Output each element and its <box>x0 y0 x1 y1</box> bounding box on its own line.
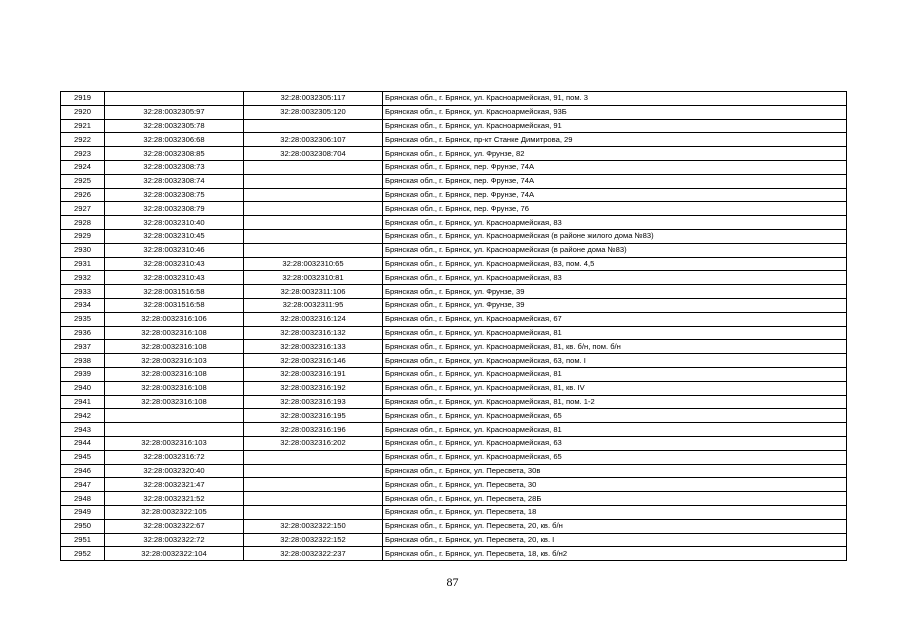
row-number-cell: 2940 <box>61 381 105 395</box>
land-cadastral-number-cell: 32:28:0032310:43 <box>105 257 244 271</box>
row-number-cell: 2922 <box>61 133 105 147</box>
building-cadastral-number-cell: 32:28:0032305:120 <box>244 105 383 119</box>
address-cell: Брянская обл., г. Брянск, ул. Красноармейская, 65 <box>383 450 847 464</box>
building-cadastral-number-cell: 32:28:0032322:237 <box>244 547 383 561</box>
land-cadastral-number-cell <box>105 92 244 106</box>
address-cell: Брянская обл., г. Брянск, ул. Пересвета, 20, кв. б/н <box>383 519 847 533</box>
table-row <box>61 243 847 257</box>
building-cadastral-number-cell: 32:28:0032322:150 <box>244 519 383 533</box>
address-cell: Брянская обл., г. Брянск, ул. Красноармейская (в районе жилого дома №83) <box>383 229 847 243</box>
building-cadastral-number-cell <box>244 492 383 506</box>
row-number-cell: 2920 <box>61 105 105 119</box>
address-cell: Брянская обл., г. Брянск, ул. Фрунзе, 39 <box>383 298 847 312</box>
table-row <box>61 174 847 188</box>
building-cadastral-number-cell: 32:28:0032316:133 <box>244 340 383 354</box>
row-number-cell: 2932 <box>61 271 105 285</box>
document-page <box>60 91 846 561</box>
table-row <box>61 160 847 174</box>
row-number-cell: 2928 <box>61 216 105 230</box>
land-cadastral-number-cell: 32:28:0032308:75 <box>105 188 244 202</box>
table-row <box>61 354 847 368</box>
address-cell: Брянская обл., г. Брянск, ул. Красноармейская, 81 <box>383 367 847 381</box>
land-cadastral-number-cell: 32:28:0032316:103 <box>105 354 244 368</box>
land-cadastral-number-cell: 32:28:0032305:78 <box>105 119 244 133</box>
row-number-cell: 2923 <box>61 147 105 161</box>
address-cell: Брянская обл., г. Брянск, ул. Пересвета, 28Б <box>383 492 847 506</box>
address-cell: Брянская обл., г. Брянск, ул. Пересвета, 30в <box>383 464 847 478</box>
land-cadastral-number-cell <box>105 409 244 423</box>
building-cadastral-number-cell: 32:28:0032316:146 <box>244 354 383 368</box>
row-number-cell: 2925 <box>61 174 105 188</box>
address-cell: Брянская обл., г. Брянск, ул. Красноармейская, 81 <box>383 423 847 437</box>
land-cadastral-number-cell: 32:28:0032322:67 <box>105 519 244 533</box>
row-number-cell: 2948 <box>61 492 105 506</box>
address-cell: Брянская обл., г. Брянск, ул. Красноармейская, 81, кв. б/н, пом. б/н <box>383 340 847 354</box>
table-row <box>61 147 847 161</box>
table-row <box>61 450 847 464</box>
table-row <box>61 436 847 450</box>
land-cadastral-number-cell: 32:28:0032310:45 <box>105 229 244 243</box>
row-number-cell: 2921 <box>61 119 105 133</box>
row-number-cell: 2939 <box>61 367 105 381</box>
table-row <box>61 478 847 492</box>
table-row <box>61 105 847 119</box>
building-cadastral-number-cell: 32:28:0032316:196 <box>244 423 383 437</box>
table-row <box>61 533 847 547</box>
land-cadastral-number-cell: 32:28:0032308:73 <box>105 160 244 174</box>
table-row <box>61 492 847 506</box>
address-cell: Брянская обл., г. Брянск, ул. Красноармейская, 81 <box>383 326 847 340</box>
table-row <box>61 395 847 409</box>
land-cadastral-number-cell: 32:28:0032305:97 <box>105 105 244 119</box>
row-number-cell: 2946 <box>61 464 105 478</box>
address-cell: Брянская обл., г. Брянск, пр-кт Станке Димитрова, 29 <box>383 133 847 147</box>
address-cell: Брянская обл., г. Брянск, ул. Красноармейская, 67 <box>383 312 847 326</box>
building-cadastral-number-cell <box>244 478 383 492</box>
row-number-cell: 2933 <box>61 285 105 299</box>
land-cadastral-number-cell: 32:28:0032322:72 <box>105 533 244 547</box>
row-number-cell: 2931 <box>61 257 105 271</box>
table-row <box>61 133 847 147</box>
land-cadastral-number-cell: 32:28:0032316:108 <box>105 326 244 340</box>
table-row <box>61 285 847 299</box>
land-cadastral-number-cell: 32:28:0032316:108 <box>105 381 244 395</box>
address-cell: Брянская обл., г. Брянск, пер. Фрунзе, 74А <box>383 174 847 188</box>
land-cadastral-number-cell: 32:28:0032308:79 <box>105 202 244 216</box>
land-cadastral-number-cell: 32:28:0031516:58 <box>105 298 244 312</box>
address-cell: Брянская обл., г. Брянск, ул. Красноармейская, 83, пом. 4,5 <box>383 257 847 271</box>
table-body <box>61 92 847 561</box>
address-cell: Брянская обл., г. Брянск, пер. Фрунзе, 74А <box>383 188 847 202</box>
table-row <box>61 92 847 106</box>
page-number: 87 <box>446 575 459 589</box>
row-number-cell: 2938 <box>61 354 105 368</box>
building-cadastral-number-cell <box>244 202 383 216</box>
table-row <box>61 216 847 230</box>
table-row <box>61 271 847 285</box>
land-cadastral-number-cell: 32:28:0032321:52 <box>105 492 244 506</box>
building-cadastral-number-cell <box>244 188 383 202</box>
row-number-cell: 2930 <box>61 243 105 257</box>
address-cell: Брянская обл., г. Брянск, ул. Красноармейская, 91, пом. 3 <box>383 92 847 106</box>
address-cell: Брянская обл., г. Брянск, ул. Красноармейская, 91 <box>383 119 847 133</box>
building-cadastral-number-cell <box>244 160 383 174</box>
row-number-cell: 2924 <box>61 160 105 174</box>
row-number-cell: 2927 <box>61 202 105 216</box>
land-cadastral-number-cell <box>105 423 244 437</box>
address-cell: Брянская обл., г. Брянск, ул. Пересвета, 18, кв. б/н2 <box>383 547 847 561</box>
table-row <box>61 119 847 133</box>
building-cadastral-number-cell: 32:28:0032316:192 <box>244 381 383 395</box>
table-row <box>61 367 847 381</box>
building-cadastral-number-cell: 32:28:0032316:193 <box>244 395 383 409</box>
building-cadastral-number-cell <box>244 119 383 133</box>
building-cadastral-number-cell <box>244 450 383 464</box>
building-cadastral-number-cell: 32:28:0032316:191 <box>244 367 383 381</box>
land-cadastral-number-cell: 32:28:0032316:106 <box>105 312 244 326</box>
table-row <box>61 298 847 312</box>
row-number-cell: 2951 <box>61 533 105 547</box>
address-cell: Брянская обл., г. Брянск, пер. Фрунзе, 76 <box>383 202 847 216</box>
property-register-table <box>60 91 847 561</box>
building-cadastral-number-cell: 32:28:0032306:107 <box>244 133 383 147</box>
land-cadastral-number-cell: 32:28:0032322:104 <box>105 547 244 561</box>
land-cadastral-number-cell: 32:28:0032316:108 <box>105 340 244 354</box>
table-row <box>61 519 847 533</box>
table-row <box>61 326 847 340</box>
land-cadastral-number-cell: 32:28:0032316:72 <box>105 450 244 464</box>
building-cadastral-number-cell <box>244 229 383 243</box>
row-number-cell: 2942 <box>61 409 105 423</box>
table-row <box>61 340 847 354</box>
building-cadastral-number-cell <box>244 243 383 257</box>
address-cell: Брянская обл., г. Брянск, ул. Красноармейская, 63, пом. I <box>383 354 847 368</box>
row-number-cell: 2947 <box>61 478 105 492</box>
row-number-cell: 2936 <box>61 326 105 340</box>
table-row <box>61 312 847 326</box>
building-cadastral-number-cell: 32:28:0032316:132 <box>244 326 383 340</box>
address-cell: Брянская обл., г. Брянск, ул. Пересвета, 20, кв. I <box>383 533 847 547</box>
land-cadastral-number-cell: 32:28:0032322:105 <box>105 505 244 519</box>
row-number-cell: 2941 <box>61 395 105 409</box>
land-cadastral-number-cell: 32:28:0032316:108 <box>105 367 244 381</box>
table-row <box>61 464 847 478</box>
row-number-cell: 2935 <box>61 312 105 326</box>
address-cell: Брянская обл., г. Брянск, ул. Пересвета, 18 <box>383 505 847 519</box>
building-cadastral-number-cell: 32:28:0032316:124 <box>244 312 383 326</box>
building-cadastral-number-cell: 32:28:0032310:65 <box>244 257 383 271</box>
land-cadastral-number-cell: 32:28:0032310:46 <box>105 243 244 257</box>
building-cadastral-number-cell <box>244 505 383 519</box>
address-cell: Брянская обл., г. Брянск, ул. Красноармейская, 93Б <box>383 105 847 119</box>
address-cell: Брянская обл., г. Брянск, ул. Фрунзе, 82 <box>383 147 847 161</box>
land-cadastral-number-cell: 32:28:0032306:68 <box>105 133 244 147</box>
row-number-cell: 2926 <box>61 188 105 202</box>
address-cell: Брянская обл., г. Брянск, ул. Красноармейская (в районе дома №83) <box>383 243 847 257</box>
building-cadastral-number-cell: 32:28:0032322:152 <box>244 533 383 547</box>
address-cell: Брянская обл., г. Брянск, ул. Красноармейская, 63 <box>383 436 847 450</box>
building-cadastral-number-cell: 32:28:0032316:195 <box>244 409 383 423</box>
land-cadastral-number-cell: 32:28:0032316:103 <box>105 436 244 450</box>
table-row <box>61 229 847 243</box>
address-cell: Брянская обл., г. Брянск, пер. Фрунзе, 74А <box>383 160 847 174</box>
table-row <box>61 188 847 202</box>
row-number-cell: 2945 <box>61 450 105 464</box>
row-number-cell: 2943 <box>61 423 105 437</box>
row-number-cell: 2919 <box>61 92 105 106</box>
building-cadastral-number-cell: 32:28:0032311:106 <box>244 285 383 299</box>
row-number-cell: 2944 <box>61 436 105 450</box>
row-number-cell: 2949 <box>61 505 105 519</box>
table-row <box>61 505 847 519</box>
building-cadastral-number-cell <box>244 464 383 478</box>
row-number-cell: 2934 <box>61 298 105 312</box>
building-cadastral-number-cell: 32:28:0032311:95 <box>244 298 383 312</box>
building-cadastral-number-cell: 32:28:0032310:81 <box>244 271 383 285</box>
address-cell: Брянская обл., г. Брянск, ул. Фрунзе, 39 <box>383 285 847 299</box>
row-number-cell: 2952 <box>61 547 105 561</box>
land-cadastral-number-cell: 32:28:0031516:58 <box>105 285 244 299</box>
address-cell: Брянская обл., г. Брянск, ул. Пересвета, 30 <box>383 478 847 492</box>
land-cadastral-number-cell: 32:28:0032310:40 <box>105 216 244 230</box>
table-row <box>61 257 847 271</box>
land-cadastral-number-cell: 32:28:0032320:40 <box>105 464 244 478</box>
table-row <box>61 409 847 423</box>
address-cell: Брянская обл., г. Брянск, ул. Красноармейская, 83 <box>383 271 847 285</box>
table-row <box>61 381 847 395</box>
table-row <box>61 423 847 437</box>
building-cadastral-number-cell: 32:28:0032308:704 <box>244 147 383 161</box>
land-cadastral-number-cell: 32:28:0032308:74 <box>105 174 244 188</box>
address-cell: Брянская обл., г. Брянск, ул. Красноармейская, 81, пом. 1-2 <box>383 395 847 409</box>
row-number-cell: 2929 <box>61 229 105 243</box>
table-row <box>61 547 847 561</box>
land-cadastral-number-cell: 32:28:0032310:43 <box>105 271 244 285</box>
building-cadastral-number-cell: 32:28:0032305:117 <box>244 92 383 106</box>
table-row <box>61 202 847 216</box>
address-cell: Брянская обл., г. Брянск, ул. Красноармейская, 83 <box>383 216 847 230</box>
land-cadastral-number-cell: 32:28:0032316:108 <box>105 395 244 409</box>
row-number-cell: 2950 <box>61 519 105 533</box>
building-cadastral-number-cell <box>244 216 383 230</box>
building-cadastral-number-cell: 32:28:0032316:202 <box>244 436 383 450</box>
address-cell: Брянская обл., г. Брянск, ул. Красноармейская, 65 <box>383 409 847 423</box>
building-cadastral-number-cell <box>244 174 383 188</box>
row-number-cell: 2937 <box>61 340 105 354</box>
land-cadastral-number-cell: 32:28:0032321:47 <box>105 478 244 492</box>
land-cadastral-number-cell: 32:28:0032308:85 <box>105 147 244 161</box>
address-cell: Брянская обл., г. Брянск, ул. Красноармейская, 81, кв. IV <box>383 381 847 395</box>
